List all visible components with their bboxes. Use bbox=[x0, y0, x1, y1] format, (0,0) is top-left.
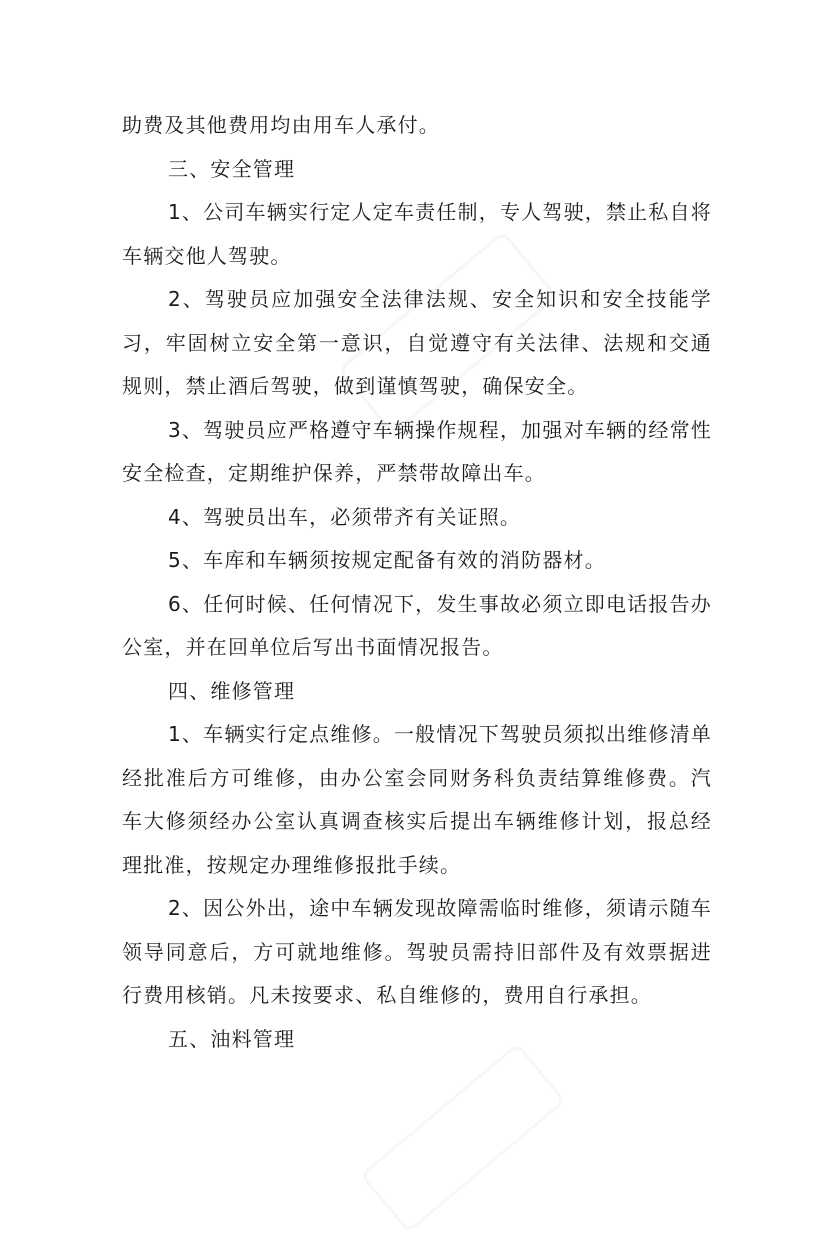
paragraph: 1、车辆实行定点维修。一般情况下驾驶员须拟出维修清单经批准后方可维修，由办公室会同财务科负责结算维修费。汽车大修须经办公室认真调查核实后提出车辆维修计划，报总经理批准，按规定办理维修报批手续。 bbox=[122, 722, 712, 877]
paragraph: 2、驾驶员应加强安全法律法规、安全知识和安全技能学习，牢固树立安全第一意识，自觉遵守有关法律、法规和交通规则，禁止酒后驾驶，做到谨慎驾驶，确保安全。 bbox=[122, 287, 712, 398]
paragraph: 5、车库和车辆须按规定配备有效的消防器材。 bbox=[168, 548, 606, 572]
section-heading-safety: 三、安全管理 bbox=[168, 156, 296, 181]
paragraph: 4、驾驶员出车，必须带齐有关证照。 bbox=[168, 504, 522, 529]
section-heading-maintenance: 四、维修管理 bbox=[168, 678, 296, 703]
document-body bbox=[122, 104, 712, 1061]
paragraph: 6、任何时候、任何情况下，发生事故必须立即电话报告办公室，并在回单位后写出书面情况报告。 bbox=[122, 591, 712, 659]
paragraph: 2、因公外出，途中车辆发现故障需临时维修，须请示随车领导同意后，方可就地维修。驾驶员需持旧部件及有效票据进行费用核销。凡未按要求、私自维修的，费用自行承担。 bbox=[122, 896, 712, 1007]
section-heading-fuel: 五、油料管理 bbox=[168, 1026, 296, 1051]
continuation-paragraph: 助费及其他费用均由用车人承付。 bbox=[122, 113, 440, 137]
paragraph: 3、驾驶员应严格遵守车辆操作规程，加强对车辆的经常性安全检查，定期维护保养，严禁带故障出车。 bbox=[122, 417, 712, 485]
watermark-stamp bbox=[360, 1043, 567, 1233]
paragraph: 1、公司车辆实行定人定车责任制，专人驾驶，禁止私自将车辆交他人驾驶。 bbox=[122, 200, 712, 268]
